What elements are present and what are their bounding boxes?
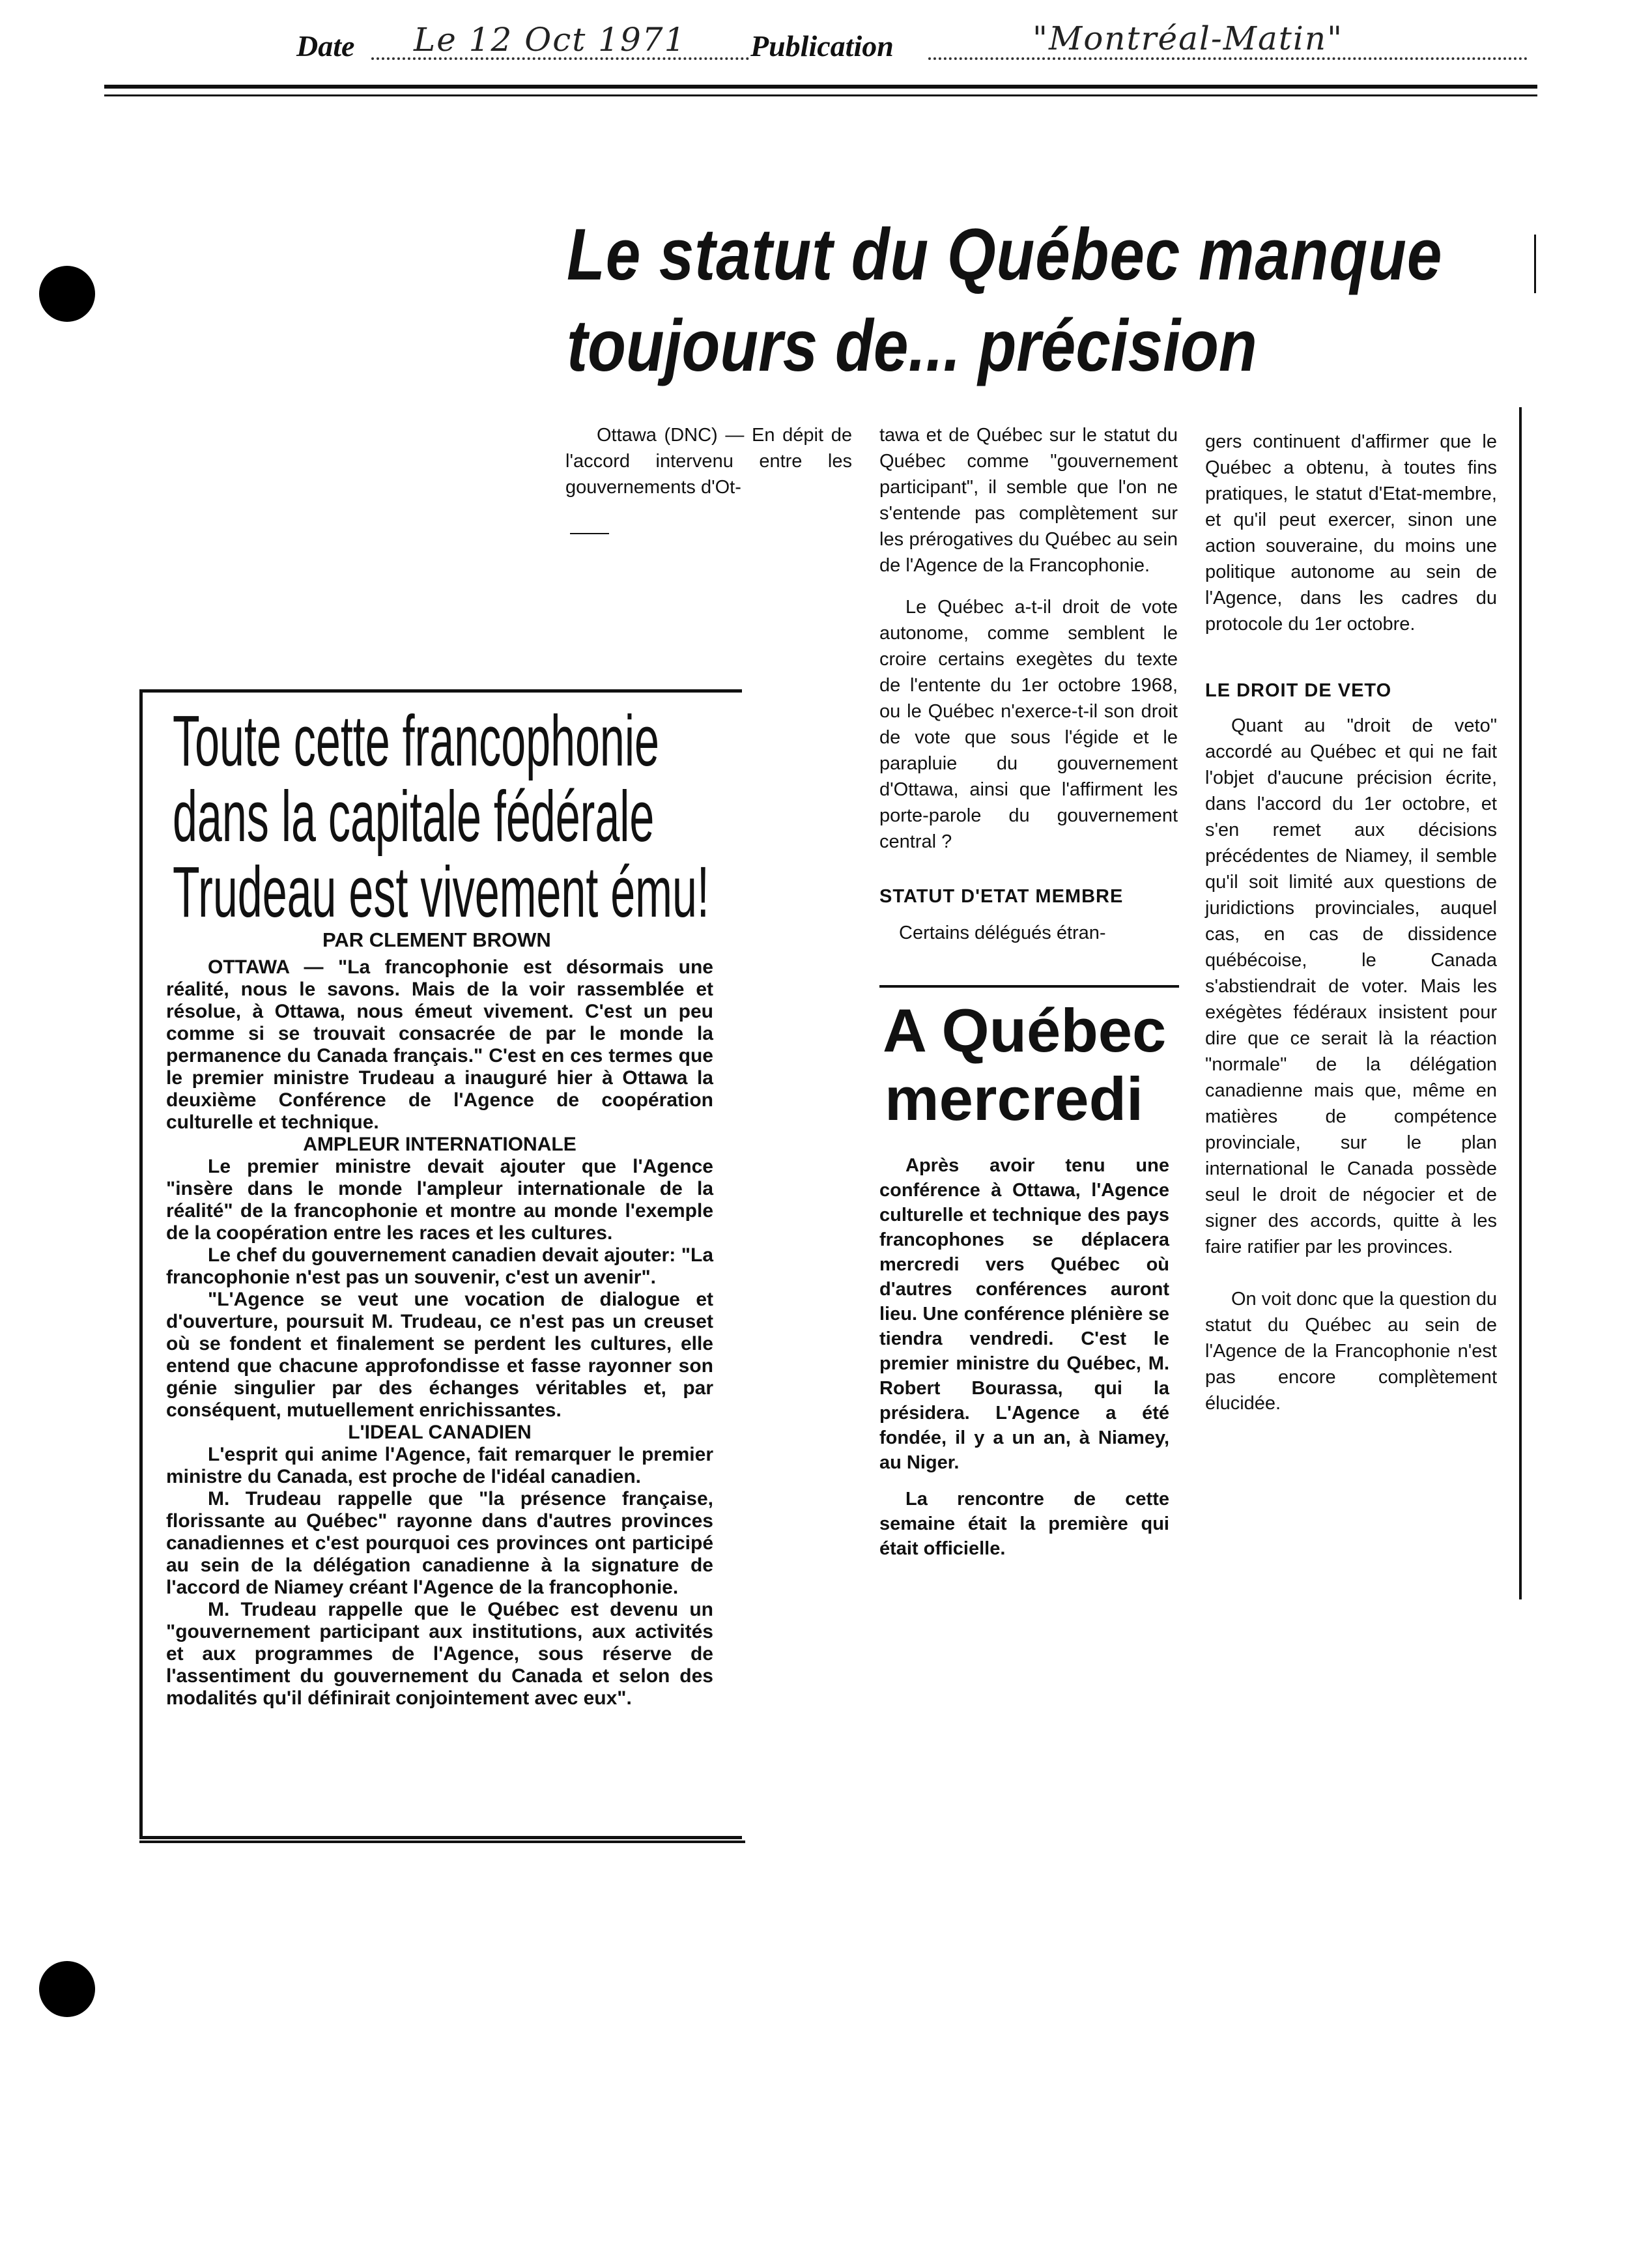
header-rule-thick: [104, 85, 1537, 89]
main-article-col2-para2: Le Québec a-t-il droit de vote autonome, comme semblent le croire certains exegètes du texte de l'entente du 1er octobre 1968, ou le Québec n'exerce-t-il son droit de vote que sous l'égide et le parapluie du gouvernement d'Ottawa, ainsi que l'affirment les porte-parole du gouvernement central ?: [879, 597, 1178, 852]
col1-end-mark: [570, 533, 609, 534]
boxed-article-bottom-rule: [139, 1841, 745, 1843]
main-article-col2-para1: tawa et de Québec sur le statut du Québec comme "gouvernement participant", il semble que l'on ne s'entende pas complètement sur les prérogatives du Québec au sein de l'Agence de la Francophonie.: [879, 425, 1178, 576]
quebec-article-top-rule: [879, 985, 1179, 988]
main-article-title-line2: toujours de... précision: [567, 305, 1257, 386]
boxed-article-byline: PAR CLEMENT BROWN: [322, 928, 551, 951]
date-handwritten: Le 12 Oct 1971: [414, 21, 687, 59]
main-article-col3-para3: On voit donc que la question du statut du Québec au sein de l'Agence de la Francophonie n'est pas encore complètement élucidée.: [1205, 1289, 1497, 1414]
boxed-article-para: M. Trudeau rappelle que le Québec est devenu un "gouvernement participant aux institutions, aux activités et aux programmes de l'Agence, sous réserve de l'assentiment du gouvernement du Canada et selon des modalités qu'il définirait conjointement avec eux".: [166, 1599, 713, 1709]
boxed-article-body: [166, 956, 713, 1710]
quebec-article-para1: Après avoir tenu une conférence à Ottawa, l'Agence culturelle et technique des pays francophones se déplacera mercredi vers Québec où d'autres conférences auront lieu. Une conférence plénière se tiendra vendredi. C'est le premier ministre du Québec, M. Robert Bourassa, qui la présidera. L'Agence a été fondée, il y a un an, à Niamey, au Niger.: [879, 1155, 1169, 1473]
main-article-column-1: [565, 422, 852, 500]
main-article-col2-tail: Certains délégués étran-: [899, 923, 1106, 943]
boxed-article-para: Le chef du gouvernement canadien devait ajouter: "La francophonie n'est pas un souvenir, c'est un avenir".: [166, 1244, 713, 1288]
main-article-col3-para2: Quant au "droit de veto" accordé au Québec et qui ne fait l'objet d'aucune précision écrite, dans l'accord du 1er octobre, et s'en remet aux décisions précédentes de Niamey, il semble qu'il soit limité aux questions de juridictions provinciales, auquel cas, en cas de dissidence québécoise, le Canada s'abstiendrait de voter. Mais les exégètes fédéraux insistent pour dire que ce serait là la réaction "normale" de la délégation canadienne mais que, même en matières de compétence provinciale, sur le plan international le Canada possède seul le droit de négocier et de signer des accords, quitte à les faire ratifier par les provinces.: [1205, 715, 1497, 1257]
boxed-article-para: L'esprit qui anime l'Agence, fait remarquer le premier ministre du Canada, est proche de l'idéal canadien.: [166, 1444, 713, 1487]
publication-label: Publication: [750, 29, 894, 63]
boxed-article-para: Le premier ministre devait ajouter que l'Agence "insère dans le monde l'ampleur internationale de la réalité" de la francophonie et montre au monde l'exemple de la coopération entre les races et les cultures.: [166, 1156, 713, 1244]
column-divider-right: [1519, 407, 1522, 1599]
main-article-title-line1: Le statut du Québec manque: [567, 214, 1443, 295]
boxed-article-para: "L'Agence se veut une vocation de dialogue et d'ouverture, poursuit M. Trudeau, ce n'est pas un creuset où se fondent et finalement se perdent les cultures, elle entend que chacune approfondisse et fasse rayonner son génie singulier par des échanges véritables et, par conséquent, mutuellement enrichissantes.: [166, 1289, 713, 1421]
main-article-col2-subhead: STATUT D'ETAT MEMBRE: [879, 886, 1124, 907]
boxed-article-title-line3: Trudeau est vivement ému!: [173, 852, 709, 932]
boxed-article-subhead: L'IDEAL CANADIEN: [348, 1422, 532, 1443]
boxed-article-title-line1: Toute cette francophonie: [173, 701, 659, 781]
quebec-article-title-line2: mercredi: [885, 1065, 1144, 1133]
main-article-col3-para1: gers continuent d'affirmer que le Québec a obtenu, à toutes fins pratiques, le statut d'Etat-membre, et qu'il peut exercer, sinon une action souveraine, du moins une politique autonome au sein de l'Agence, dans les cadres du protocole du 1er octobre.: [1205, 431, 1497, 635]
punch-hole-top: [39, 266, 95, 322]
boxed-article-subhead: AMPLEUR INTERNATIONALE: [303, 1134, 577, 1155]
header-rule-thin: [104, 94, 1537, 96]
quebec-article-title-line1: A Québec: [883, 996, 1167, 1065]
main-article-column-2: [879, 422, 1178, 946]
boxed-article-title-line2: dans la capitale fédérale: [173, 777, 655, 857]
title-side-mark: [1534, 235, 1536, 293]
boxed-article-title: [173, 701, 709, 932]
publication-dotted-line: [928, 57, 1528, 60]
main-article-col3-subhead: LE DROIT DE VETO: [1205, 680, 1392, 701]
quebec-article-body: [879, 1153, 1169, 1573]
date-label: Date: [296, 29, 355, 63]
boxed-article-para: OTTAWA — "La francophonie est désormais une réalité, nous le savons. Mais de la voir rassemblée et résolue, à Ottawa, nous émeut vivement. C'est un peu comme si se trouvait consacrée de par le monde la permanence du Canada français." C'est en ces termes que le premier ministre Trudeau a inauguré hier à Ottawa la deuxième Conférence de l'Agence de coopération culturelle et technique.: [166, 956, 713, 1133]
main-article-column-3: [1205, 429, 1497, 1416]
punch-hole-bottom: [39, 1961, 95, 2017]
publication-handwritten: "Montréal-Matin": [1032, 20, 1344, 57]
main-article-col1-para: Ottawa (DNC) — En dépit de l'accord intervenu entre les gouvernements d'Ot-: [565, 425, 852, 498]
quebec-article-para2: La rencontre de cette semaine était la première qui était officielle.: [879, 1489, 1169, 1559]
boxed-article-para: M. Trudeau rappelle que "la présence française, florissante au Québec" rayonne dans d'autres provinces canadiennes et c'est pourquoi ces provinces ont participé au sein de la délégation canadienne à la signature de l'accord de Niamey créant l'Agence de la francophonie.: [166, 1488, 713, 1598]
